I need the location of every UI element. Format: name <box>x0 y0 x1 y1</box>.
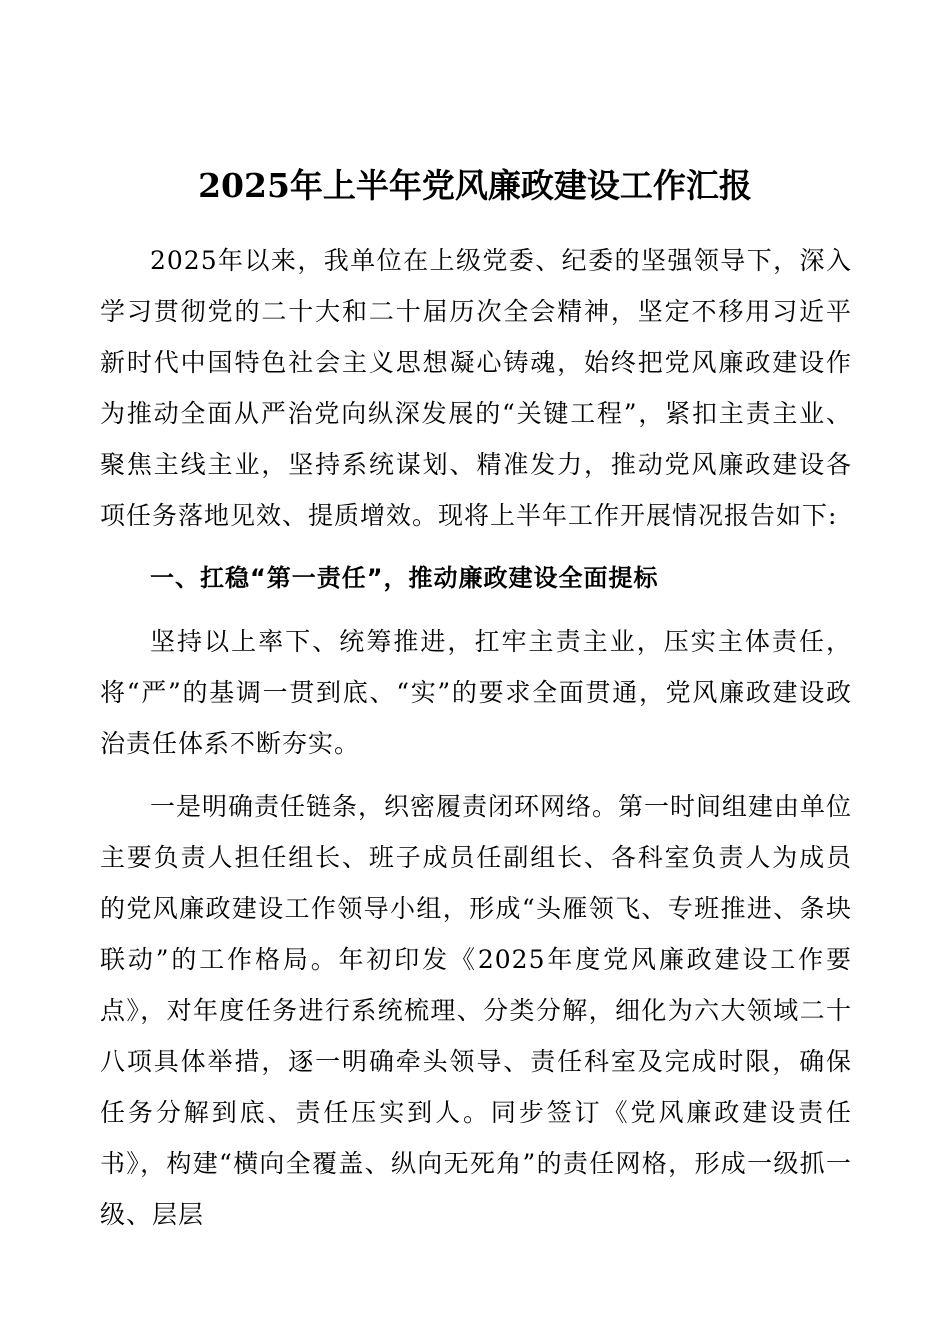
document-title: 2025年上半年党风廉政建设工作汇报 <box>198 166 752 205</box>
section-heading-1: 一、扛稳“第一责任”，推动廉政建设全面提标 <box>150 564 659 592</box>
section-1-point-1-paragraph: 一是明确责任链条，织密履责闭环网络。第一时间组建由单位主要负责人担任组长、班子成员任副组长、各科室负责人为成员的党风廉政建设工作领导小组，形成“头雁领飞、专班推进、条块联动”的工作格局。年初印发《2025年度党风廉政建设工作要点》，对年度任务进行系统梳理、分类分解，细化为六大领域二十八项具体举措，逐一明确牵头领导、责任科室及完成时限，确保任务分解到底、责任压实到人。同步签订《党风廉政建设责任书》，构建“横向全覆盖、纵向无死角”的责任网格，形成一级抓一级、层层 <box>100 792 853 1229</box>
intro-paragraph: 2025年以来，我单位在上级党委、纪委的坚强领导下，深入学习贯彻党的二十大和二十届历次全会精神，坚定不移用习近平新时代中国特色社会主义思想凝心铸魂，始终把党风廉政建设作为推动全面从严治党向纵深发展的“关键工程”，紧扣主责主业、聚焦主线主业，坚持系统谋划、精准发力，推动党风廉政建设各项任务落地见效、提质增效。现将上半年工作开展情况报告如下: <box>100 246 852 530</box>
document-body <box>100 235 852 1252</box>
section-1-paragraph: 坚持以上率下、统筹推进，扛牢主责主业，压实主体责任，将“严”的基调一贯到底、“实”的要求全面贯通，党风廉政建设政治责任体系不断夯实。 <box>100 627 852 758</box>
